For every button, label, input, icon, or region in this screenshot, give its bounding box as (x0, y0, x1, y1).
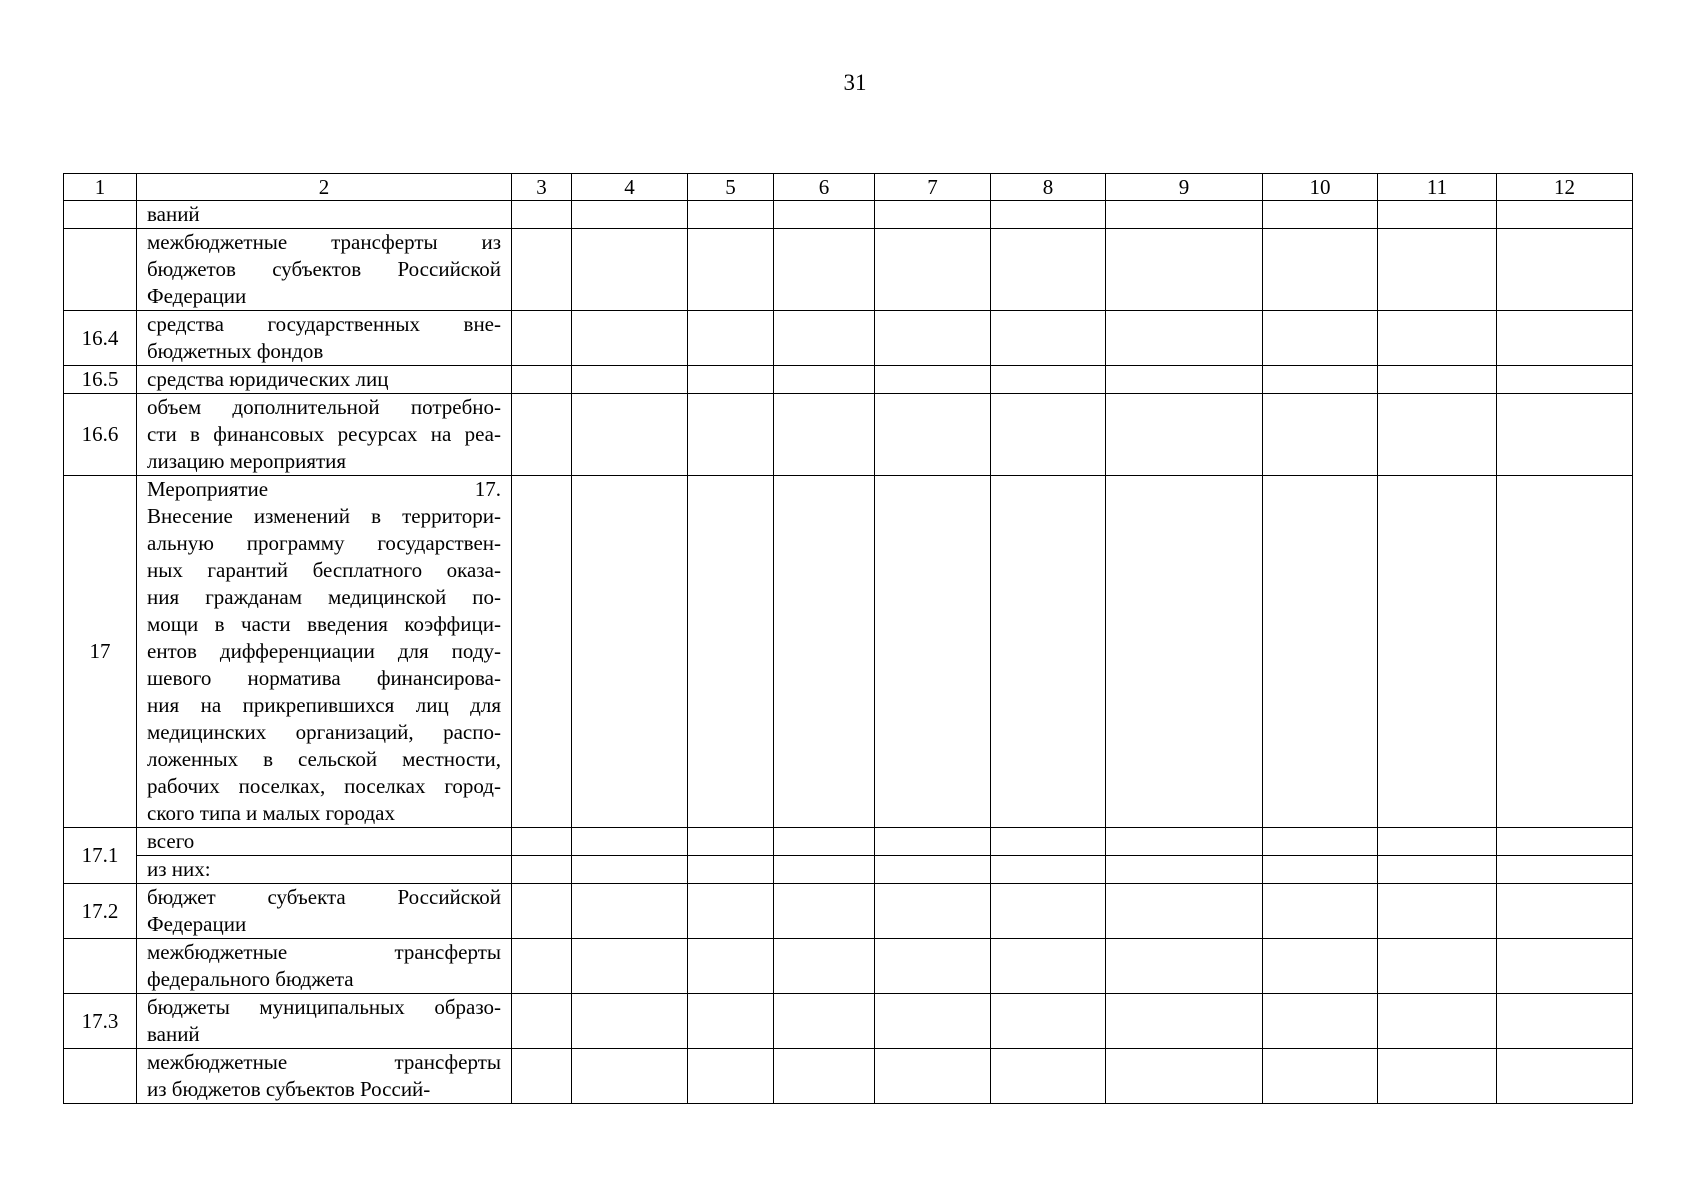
value-cell-col-5 (688, 856, 774, 884)
value-cell-col-3 (512, 939, 572, 994)
value-cell-col-5 (688, 311, 774, 366)
row-number-cell (64, 939, 137, 994)
description-line: Федерации (147, 284, 247, 308)
row-description-cell (137, 1049, 512, 1104)
value-cell-col-8 (991, 994, 1106, 1049)
description-line: межбюджетные трансферты (147, 940, 501, 964)
description-line: из бюджетов субъектов Россий- (147, 1077, 431, 1101)
table-row (64, 856, 1633, 884)
value-cell-col-12 (1497, 229, 1633, 311)
row-description-cell (137, 229, 512, 311)
table-row (64, 394, 1633, 476)
value-cell-col-9 (1106, 856, 1263, 884)
description-line: Федерации (147, 912, 247, 936)
value-cell-col-11 (1378, 311, 1497, 366)
description-line: ентов дифференциации для поду- (147, 639, 501, 663)
value-cell-col-10 (1263, 856, 1378, 884)
value-cell-col-6 (774, 201, 875, 229)
value-cell-col-7 (875, 476, 991, 828)
column-header: 1 (64, 174, 137, 201)
description-line: бюджеты муниципальных образо- (147, 995, 501, 1019)
value-cell-col-9 (1106, 828, 1263, 856)
value-cell-col-4 (572, 939, 688, 994)
row-description-cell (137, 884, 512, 939)
value-cell-col-5 (688, 229, 774, 311)
column-header: 6 (774, 174, 875, 201)
description-line: ваний (147, 202, 200, 226)
value-cell-col-10 (1263, 994, 1378, 1049)
description-line: из них: (147, 857, 211, 881)
value-cell-col-11 (1378, 856, 1497, 884)
value-cell-col-3 (512, 229, 572, 311)
row-number-cell (64, 1049, 137, 1104)
value-cell-col-4 (572, 1049, 688, 1104)
value-cell-col-5 (688, 476, 774, 828)
table-row (64, 366, 1633, 394)
row-description-cell (137, 201, 512, 229)
row-description-cell (137, 366, 512, 394)
value-cell-col-7 (875, 828, 991, 856)
value-cell-col-6 (774, 939, 875, 994)
row-number-cell (64, 229, 137, 311)
description-line: средства юридических лиц (147, 367, 389, 391)
row-number-cell: 17 (64, 476, 137, 828)
value-cell-col-3 (512, 311, 572, 366)
column-header: 4 (572, 174, 688, 201)
value-cell-col-5 (688, 828, 774, 856)
value-cell-col-11 (1378, 884, 1497, 939)
value-cell-col-10 (1263, 311, 1378, 366)
table-row (64, 476, 1633, 828)
description-line: медицинских организаций, распо- (147, 720, 501, 744)
row-description-cell (137, 311, 512, 366)
value-cell-col-10 (1263, 366, 1378, 394)
table-body (64, 174, 1633, 1104)
value-cell-col-12 (1497, 311, 1633, 366)
column-header: 3 (512, 174, 572, 201)
description-line: межбюджетные трансферты (147, 1050, 501, 1074)
financing-table (63, 173, 1633, 1104)
table-row (64, 884, 1633, 939)
value-cell-col-12 (1497, 201, 1633, 229)
value-cell-col-12 (1497, 394, 1633, 476)
description-line: ваний (147, 1022, 200, 1046)
value-cell-col-4 (572, 366, 688, 394)
description-line: ния на прикрепившихся лиц для (147, 693, 501, 717)
value-cell-col-5 (688, 884, 774, 939)
value-cell-col-9 (1106, 366, 1263, 394)
value-cell-col-10 (1263, 476, 1378, 828)
description-line: рабочих поселках, поселках город- (147, 774, 501, 798)
row-number-cell: 16.6 (64, 394, 137, 476)
value-cell-col-7 (875, 994, 991, 1049)
table-row (64, 201, 1633, 229)
description-line: всего (147, 829, 195, 853)
value-cell-col-9 (1106, 476, 1263, 828)
description-line: ния гражданам медицинской по- (147, 585, 501, 609)
row-description-cell (137, 856, 512, 884)
description-line: бюджетов субъектов Российской (147, 257, 501, 281)
value-cell-col-6 (774, 994, 875, 1049)
value-cell-col-6 (774, 828, 875, 856)
value-cell-col-6 (774, 1049, 875, 1104)
value-cell-col-12 (1497, 994, 1633, 1049)
value-cell-col-12 (1497, 856, 1633, 884)
row-description-cell (137, 994, 512, 1049)
table-row (64, 828, 1633, 856)
description-line: межбюджетные трансферты из (147, 230, 501, 254)
row-description-cell (137, 828, 512, 856)
row-description-cell (137, 939, 512, 994)
column-header: 9 (1106, 174, 1263, 201)
value-cell-col-11 (1378, 1049, 1497, 1104)
value-cell-col-6 (774, 476, 875, 828)
value-cell-col-8 (991, 366, 1106, 394)
description-line: сти в финансовых ресурсах на реа- (147, 422, 501, 446)
row-number-cell: 16.4 (64, 311, 137, 366)
value-cell-col-11 (1378, 939, 1497, 994)
value-cell-col-6 (774, 884, 875, 939)
table-row (64, 229, 1633, 311)
value-cell-col-12 (1497, 366, 1633, 394)
description-line: средства государственных вне- (147, 312, 501, 336)
value-cell-col-5 (688, 1049, 774, 1104)
value-cell-col-3 (512, 994, 572, 1049)
value-cell-col-10 (1263, 229, 1378, 311)
column-header: 5 (688, 174, 774, 201)
value-cell-col-9 (1106, 229, 1263, 311)
row-description-cell (137, 476, 512, 828)
value-cell-col-6 (774, 366, 875, 394)
value-cell-col-9 (1106, 394, 1263, 476)
value-cell-col-4 (572, 828, 688, 856)
column-header: 10 (1263, 174, 1378, 201)
value-cell-col-5 (688, 201, 774, 229)
description-line: ложенных в сельской местности, (147, 747, 501, 771)
value-cell-col-11 (1378, 201, 1497, 229)
value-cell-col-8 (991, 884, 1106, 939)
value-cell-col-7 (875, 884, 991, 939)
row-number-cell: 17.2 (64, 884, 137, 939)
value-cell-col-8 (991, 939, 1106, 994)
value-cell-col-4 (572, 201, 688, 229)
table-row (64, 311, 1633, 366)
value-cell-col-3 (512, 856, 572, 884)
row-number-cell (64, 201, 137, 229)
value-cell-col-7 (875, 939, 991, 994)
table-header-row (64, 174, 1633, 201)
value-cell-col-8 (991, 394, 1106, 476)
value-cell-col-11 (1378, 394, 1497, 476)
description-line: бюджет субъекта Российской (147, 885, 501, 909)
column-header: 7 (875, 174, 991, 201)
value-cell-col-10 (1263, 884, 1378, 939)
value-cell-col-12 (1497, 1049, 1633, 1104)
table-row (64, 939, 1633, 994)
value-cell-col-12 (1497, 828, 1633, 856)
value-cell-col-3 (512, 884, 572, 939)
value-cell-col-4 (572, 311, 688, 366)
value-cell-col-10 (1263, 201, 1378, 229)
description-line: шевого норматива финансирова- (147, 666, 501, 690)
value-cell-col-5 (688, 939, 774, 994)
value-cell-col-8 (991, 476, 1106, 828)
value-cell-col-8 (991, 856, 1106, 884)
description-line: лизацию мероприятия (147, 449, 347, 473)
value-cell-col-3 (512, 476, 572, 828)
value-cell-col-11 (1378, 828, 1497, 856)
value-cell-col-8 (991, 1049, 1106, 1104)
value-cell-col-7 (875, 856, 991, 884)
value-cell-col-8 (991, 311, 1106, 366)
value-cell-col-3 (512, 1049, 572, 1104)
value-cell-col-10 (1263, 828, 1378, 856)
value-cell-col-8 (991, 229, 1106, 311)
column-header: 8 (991, 174, 1106, 201)
value-cell-col-11 (1378, 366, 1497, 394)
value-cell-col-6 (774, 856, 875, 884)
value-cell-col-9 (1106, 311, 1263, 366)
table-row (64, 1049, 1633, 1104)
value-cell-col-4 (572, 856, 688, 884)
value-cell-col-7 (875, 366, 991, 394)
value-cell-col-8 (991, 828, 1106, 856)
value-cell-col-9 (1106, 884, 1263, 939)
row-description-cell (137, 394, 512, 476)
value-cell-col-4 (572, 394, 688, 476)
value-cell-col-5 (688, 994, 774, 1049)
description-line: ных гарантий бесплатного оказа- (147, 558, 501, 582)
value-cell-col-3 (512, 201, 572, 229)
value-cell-col-10 (1263, 1049, 1378, 1104)
description-line: бюджетных фондов (147, 339, 324, 363)
page-number: 31 (843, 70, 867, 95)
value-cell-col-7 (875, 201, 991, 229)
value-cell-col-11 (1378, 994, 1497, 1049)
description-line: Внесение изменений в территори- (147, 504, 501, 528)
value-cell-col-7 (875, 394, 991, 476)
row-number-cell: 16.5 (64, 366, 137, 394)
value-cell-col-7 (875, 311, 991, 366)
value-cell-col-7 (875, 1049, 991, 1104)
table-row (64, 994, 1633, 1049)
description-line: ского типа и малых городах (147, 801, 395, 825)
value-cell-col-4 (572, 229, 688, 311)
value-cell-col-3 (512, 394, 572, 476)
row-number-cell: 17.3 (64, 994, 137, 1049)
value-cell-col-10 (1263, 939, 1378, 994)
value-cell-col-4 (572, 994, 688, 1049)
description-line: федерального бюджета (147, 967, 354, 991)
row-number-cell: 17.1 (64, 828, 137, 884)
value-cell-col-6 (774, 229, 875, 311)
value-cell-col-10 (1263, 394, 1378, 476)
value-cell-col-9 (1106, 201, 1263, 229)
value-cell-col-4 (572, 476, 688, 828)
value-cell-col-12 (1497, 884, 1633, 939)
value-cell-col-9 (1106, 994, 1263, 1049)
value-cell-col-6 (774, 311, 875, 366)
value-cell-col-3 (512, 366, 572, 394)
value-cell-col-5 (688, 366, 774, 394)
description-line: альную программу государствен- (147, 531, 501, 555)
value-cell-col-11 (1378, 229, 1497, 311)
value-cell-col-8 (991, 201, 1106, 229)
value-cell-col-4 (572, 884, 688, 939)
value-cell-col-12 (1497, 476, 1633, 828)
value-cell-col-7 (875, 229, 991, 311)
column-header: 2 (137, 174, 512, 201)
value-cell-col-12 (1497, 939, 1633, 994)
value-cell-col-9 (1106, 1049, 1263, 1104)
description-line: мощи в части введения коэффици- (147, 612, 501, 636)
value-cell-col-3 (512, 828, 572, 856)
value-cell-col-11 (1378, 476, 1497, 828)
value-cell-col-5 (688, 394, 774, 476)
description-line: объем дополнительной потребно- (147, 395, 501, 419)
value-cell-col-6 (774, 394, 875, 476)
description-line: Мероприятие 17. (147, 477, 501, 501)
column-header: 11 (1378, 174, 1497, 201)
column-header: 12 (1497, 174, 1633, 201)
value-cell-col-9 (1106, 939, 1263, 994)
